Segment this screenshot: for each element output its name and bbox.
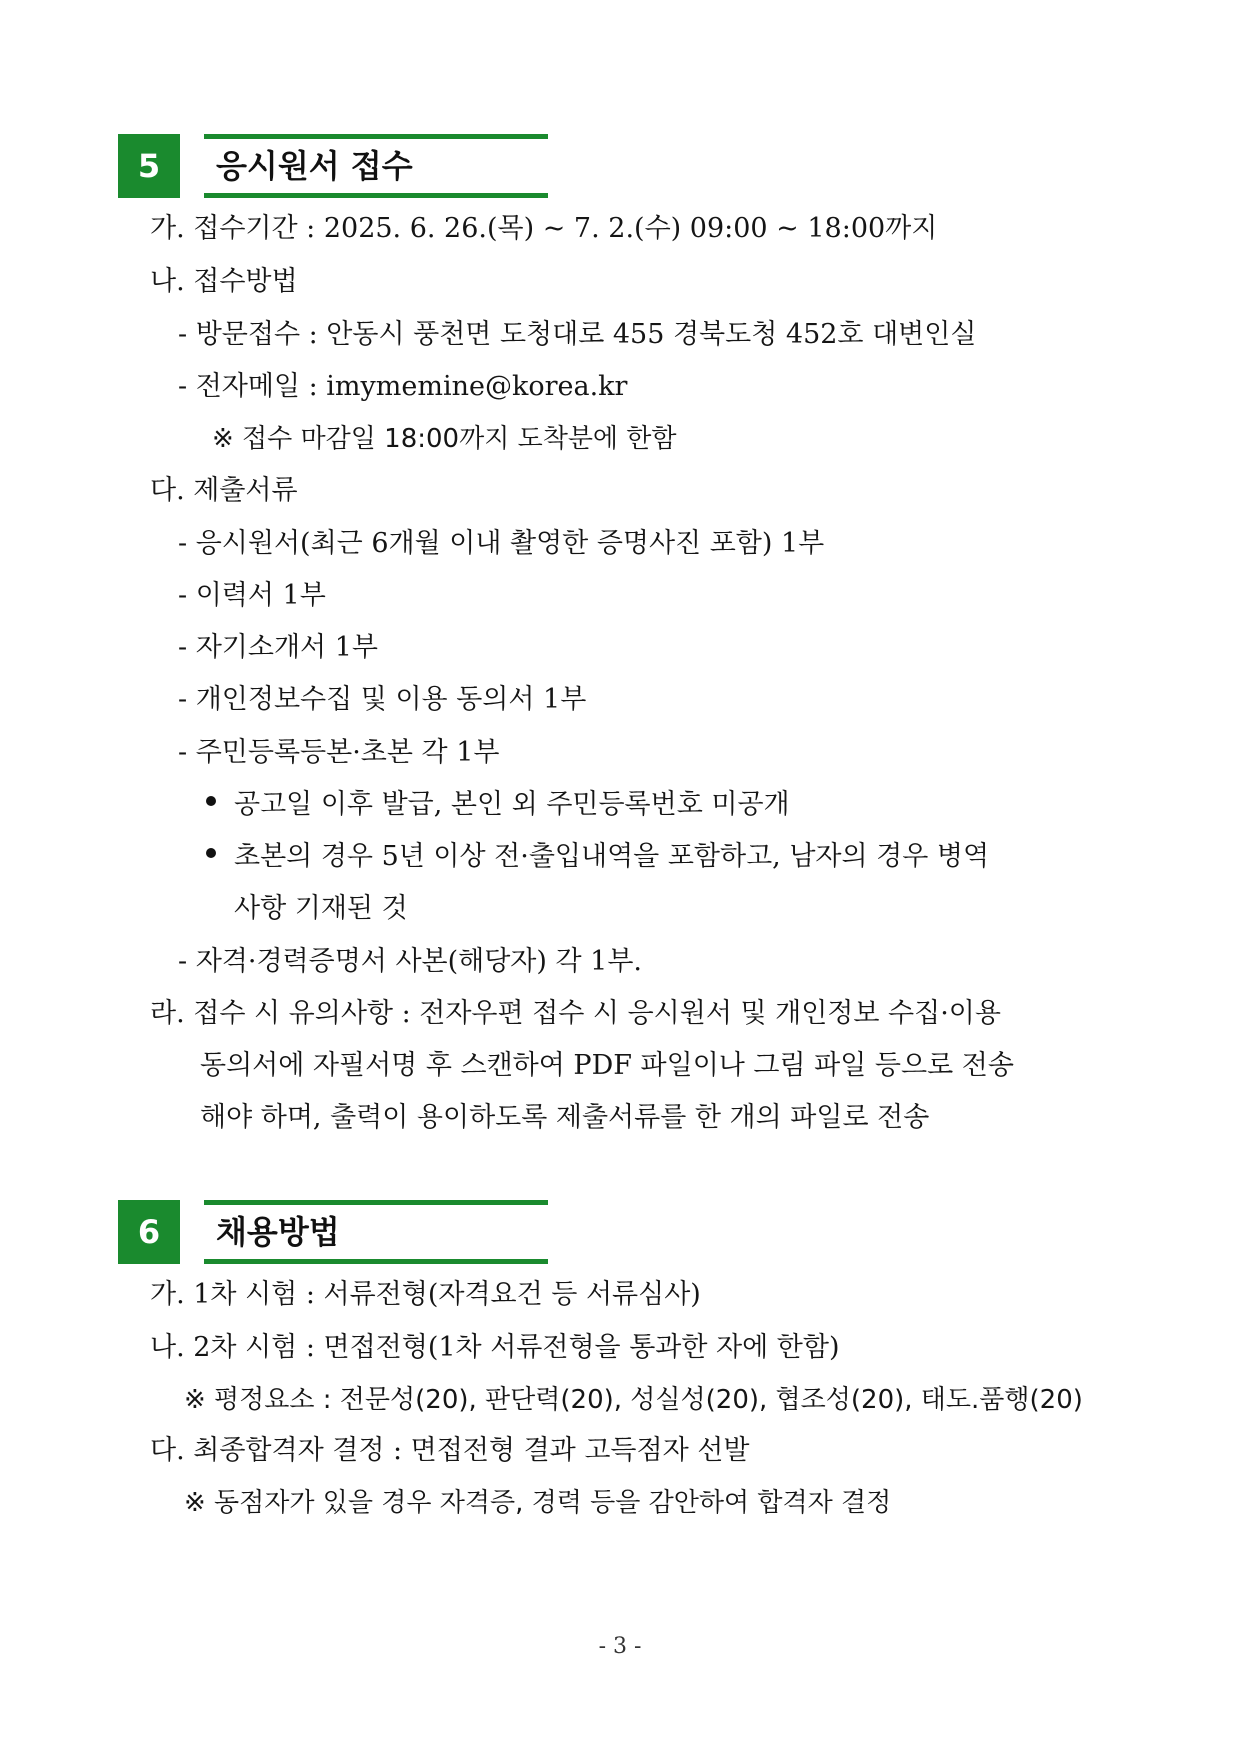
document-item: - 응시원서(최근 6개월 이내 촬영한 증명사진 포함) 1부 (178, 528, 825, 559)
documents-heading: 다. 제출서류 (150, 475, 298, 506)
section-title: 응시원서 접수 (216, 147, 413, 185)
application-method-heading: 나. 접수방법 (150, 266, 298, 297)
document-item: - 자격·경력증명서 사본(해당자) 각 1부. (178, 946, 643, 977)
section-6-header (118, 1200, 548, 1264)
header-top-rule (204, 134, 548, 139)
first-exam: 가. 1차 시험 : 서류전형(자격요건 등 서류심사) (150, 1279, 701, 1310)
submission-caution: 라. 접수 시 유의사항 : 전자우편 접수 시 응시원서 및 개인정보 수집·이용 (150, 998, 1001, 1029)
page-number: - 3 - (598, 1634, 642, 1659)
header-bottom-rule (204, 193, 548, 198)
bullet-icon (206, 796, 216, 806)
bullet-icon (206, 848, 216, 858)
document-item: - 이력서 1부 (178, 580, 326, 611)
visit-submission: - 방문접수 : 안동시 풍천면 도청대로 455 경북도청 452호 대변인실 (178, 319, 977, 350)
section-number: 5 (118, 134, 180, 198)
section-number: 6 (118, 1200, 180, 1264)
evaluation-criteria-note: ※ 평정요소 : 전문성(20), 판단력(20), 성실성(20), 협조성(20), 태도.품행(20) (184, 1385, 1083, 1415)
second-exam: 나. 2차 시험 : 면접전형(1차 서류전형을 통과한 자에 한함) (150, 1332, 840, 1363)
document-item: - 개인정보수집 및 이용 동의서 1부 (178, 684, 587, 715)
section-title: 채용방법 (216, 1213, 340, 1251)
section-5-header (118, 134, 548, 198)
document-sub-item-continued: 사항 기재된 것 (234, 893, 408, 924)
email-submission: - 전자메일 : imymemine@korea.kr (178, 371, 628, 402)
document-item: - 주민등록등본·초본 각 1부 (178, 737, 500, 768)
header-bottom-rule (204, 1259, 548, 1264)
tie-break-note: ※ 동점자가 있을 경우 자격증, 경력 등을 감안하여 합격자 결정 (184, 1488, 892, 1518)
final-selection: 다. 최종합격자 결정 : 면접전형 결과 고득점자 선발 (150, 1435, 750, 1466)
application-period: 가. 접수기간 : 2025. 6. 26.(목) ~ 7. 2.(수) 09:00 ~ 18:00까지 (150, 213, 938, 244)
header-top-rule (204, 1200, 548, 1205)
deadline-note: ※ 접수 마감일 18:00까지 도착분에 한함 (212, 424, 677, 454)
submission-caution-line: 동의서에 자필서명 후 스캔하여 PDF 파일이나 그림 파일 등으로 전송 (200, 1050, 1014, 1081)
submission-caution-line: 해야 하며, 출력이 용이하도록 제출서류를 한 개의 파일로 전송 (200, 1102, 930, 1133)
document-item: - 자기소개서 1부 (178, 632, 378, 663)
document-sub-item: 공고일 이후 발급, 본인 외 주민등록번호 미공개 (234, 789, 790, 820)
document-sub-item: 초본의 경우 5년 이상 전·출입내역을 포함하고, 남자의 경우 병역 (234, 841, 990, 872)
